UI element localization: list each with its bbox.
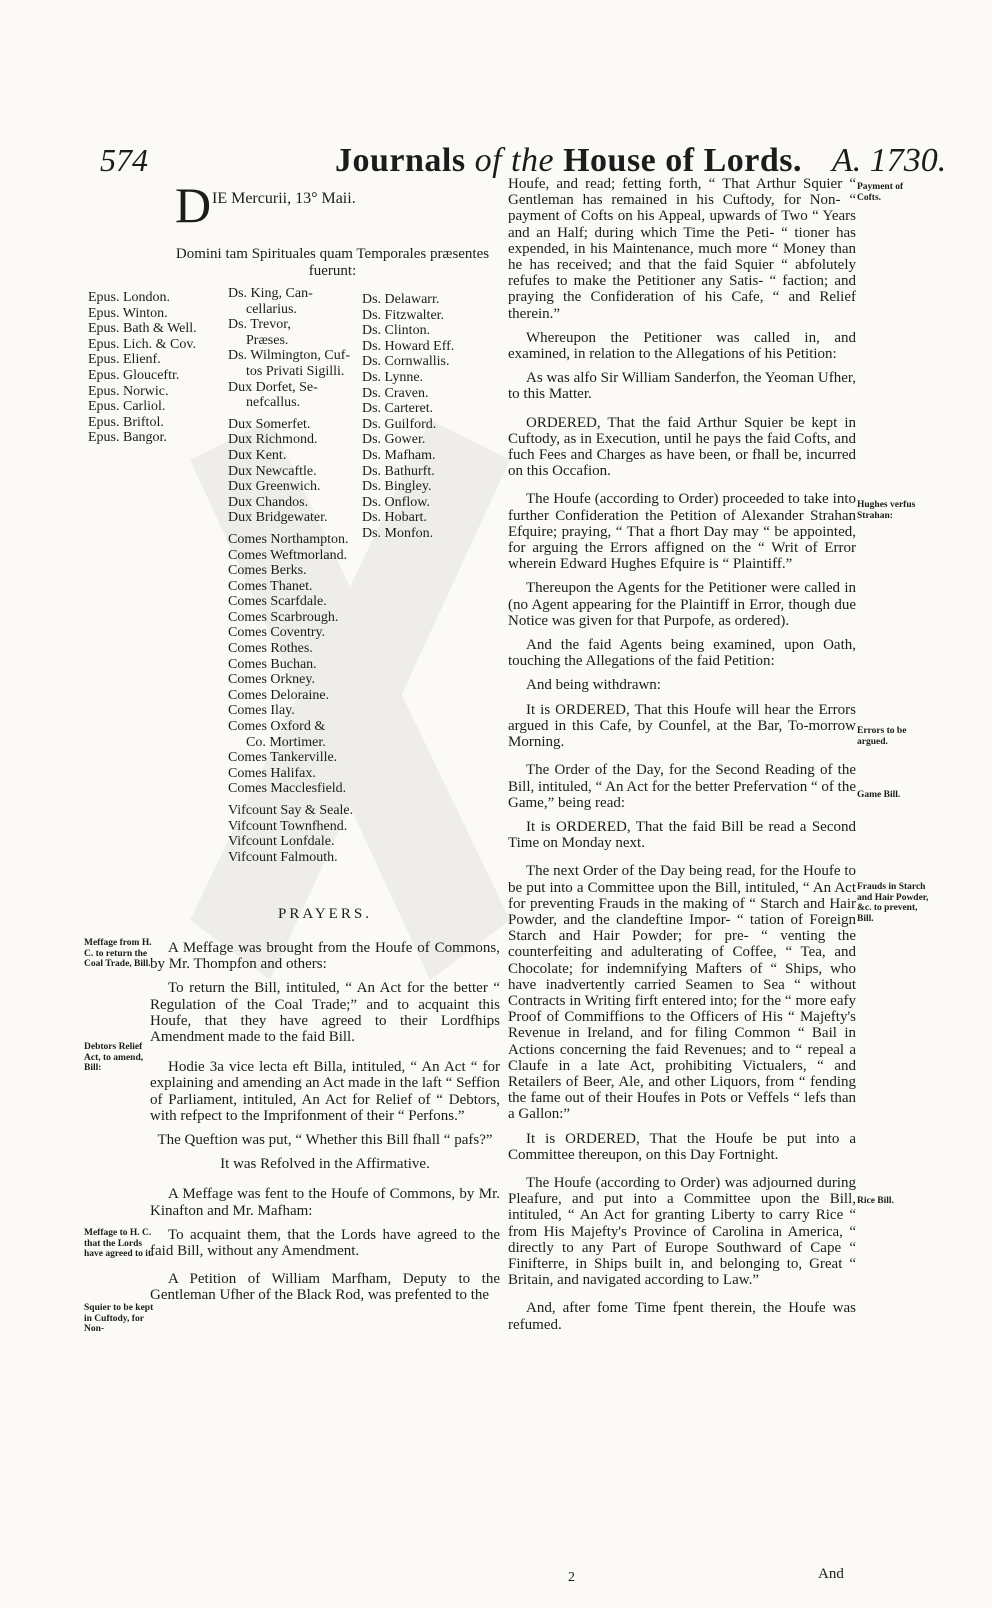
attendee-name: Ds. Cornwallis. [362,354,450,370]
attendee-name: Comes Buchan. [228,656,317,672]
attendee-name: Comes Thanet. [228,578,313,594]
running-head [335,142,802,180]
attendee-name: Vifcount Townfhend. [228,818,348,834]
attendee-name: Vifcount Say & Seale. [228,803,354,818]
paragraph: Whereupon the Petitioner was called in, and examined, in relation to the Allegations of his Petition: [508,329,856,363]
attendee-name: Epus. Winton. [88,305,168,321]
attendee-name: Ds. Guilford. [362,416,437,432]
attendee-name: Ds. Delawarr. [362,292,440,307]
paragraph: ORDERED, That the faid Arthur Squier be kept in Cuftody, as in Execution, until he pays the faid Cofts, and fuch Fees and Charges as have been, or fhall be, incurred on this Occafion. [508,414,856,480]
attendee-name: cellarius. [246,301,297,317]
attendee-name: Dux Bridgewater. [228,510,328,526]
attendee-name: Ds. Onflow. [362,494,430,510]
attendee-name: Ds. Bingley. [362,479,432,495]
attendee-name: Epus. Bath & Well. [88,321,197,337]
attendee-name: nefcallus. [246,395,301,411]
paragraph: As was alfo Sir William Sanderfon, the Yeoman Ufher, to this Matter. [508,370,856,403]
paragraph: The Queftion was put, “ Whether this Bill fhall “ pafs?” [157,1132,493,1149]
attendee-name: Comes Halifax. [228,765,316,781]
attendee-name: Ds. King, Can- [228,286,313,301]
paragraph: A Meffage was fent to the Houfe of Commons, by Mr. Kinafton and Mr. Mafham: [150,1186,500,1219]
attendee-name: Ds. Trevor, [228,317,291,333]
attendee-name: Dux Dorfet, Se- [228,379,318,395]
attendee-name: Ds. Craven. [362,385,429,401]
catchword: And [818,1566,844,1582]
attendee-name: Dux Chandos. [228,494,309,510]
attendee-name: Epus. Glouceftr. [88,367,180,383]
title-of: of [474,142,503,179]
paragraph: To acquaint them, that the Lords have agreed to the faid Bill, without any Amendment. [150,1226,500,1260]
margin-note-lords-agreed: Meffage to H. C. that the Lords have agreed to it. [84,1228,154,1259]
attendee-name: Vifcount Lonfdale. [228,834,335,850]
attendee-name: Epus. Carliol. [88,399,166,415]
attendee-name: Comes Macclesfield. [228,781,347,797]
attendee-name: Dux Newcaftle. [228,463,317,479]
attendee-name: Dux Somerfet. [228,416,311,432]
attendee-name: Comes Weftmorland. [228,547,348,563]
attendee-name: Epus. Elienf. [88,352,161,368]
paragraph: The Houfe (according to Order) was adjourned during Pleafure, and put into a Committee upon the Bill, intituled, “ An Act for granting Liberty to carry Rice “ from His Majefty's Province of Carolina in America, “ directly to any Part of Europe Southward of Cape “ Finifterre, in Ships built in, and belonging to, Great “ Britain, and navigated according to Law.” [508,1174,856,1289]
margin-note-squier: Squier to be kept in Cuftody, for Non- [84,1303,154,1334]
attendee-name: Comes Northampton. [228,531,349,547]
margin-note-costs: Payment of Cofts. [857,182,904,203]
paragraph: The Houfe (according to Order) proceeded to take into further Confideration the Petition of Alexander Strahan Efquire; praying, “ That a fhort Day may “ be appointed, for arguing the Errors affigned on the “ Writ of Error wherein Edward Hughes Efquire is “ Plaintiff.” [508,491,856,573]
attendee-name: Co. Mortimer. [246,734,326,750]
paragraph: A Petition of William Marfham, Deputy to the Gentleman Ufher of the Black Rod, was prefented to the [150,1271,500,1304]
paragraph: And the faid Agents being examined, upon Oath, touching the Allegations of the faid Petition: [508,637,856,670]
right-column-body [508,176,856,1341]
attendee-name: Ds. Howard Eff. [362,338,455,354]
margin-note-frauds: Frauds in Starch and Hair Powder, &c. to prevent, Bill. [857,882,929,924]
attendee-name: Comes Tankerville. [228,750,338,766]
attendee-name: Epus. Norwic. [88,383,169,399]
attendee-name: Comes Ilay. [228,703,295,719]
attendee-name: Epus. London. [88,290,171,305]
margin-note-coal-trade: Meffage from H. C. to return the Coal Trade, Bill. [84,938,152,969]
paragraph: Houfe, and read; fetting forth, “ That Arthur Squier “ Gentleman has remained in his Cuftody, for Non- “ payment of Cofts on his Appeal, upwards of Two “ Years and an Half; during which Time the Peti- “ tioner has expended, in his Maintenance, much more “ Money than he has received; and that the faid Squier “ abfolutely refufes to make the Petitioner any Satis- “ faction; and praying the Confideration of his Cafe, “ and Relief therein.” [508,176,856,322]
paragraph: And, after fome Time fpent therein, the Houfe was refumed. [508,1300,856,1333]
paragraph: The next Order of the Day being read, for the Houfe to be put into a Committee upon the Bill, intituled, “ An Act for preventing Frauds in the making of “ Starch and Hair Powder, and the clandeftine Impor- “ tation of Foreign Starch and Hair Powder; for pre- “ venting the counterfeiting and adulterating of Coffee, “ Tea, and Chocolate; for indemnifying Mafters of “ Ships, who have inadvertently carried Seamen to Sea “ without Contracts in Writing firft entered into; for the “ more eafy Proof of Commiffions to the Officers of His “ Majefty's Revenue in Ireland, and for filing Common “ Bail in Actions concerning the faid Revenues; and to “ repeal a Claufe in a late Act, prohibiting Victualers, “ and Retailers of Beer, Ale, and other Liquors, from “ fending the fame out of their Houfes in Pots or Veffels “ lefs than a Gallon:” [508,863,856,1123]
attendee-name: Comes Oxford & [228,719,326,735]
attendee-name: Dux Richmond. [228,432,318,448]
attendee-name: tos Privati Sigilli. [246,363,345,379]
title-the: the [511,142,555,179]
attendee-name: Comes Berks. [228,563,307,579]
attendee-name: Dux Kent. [228,447,287,463]
drop-cap: D [175,177,212,233]
attendee-name: Comes Coventry. [228,625,326,641]
attendee-name: Epus. Lich. & Cov. [88,336,196,352]
attendee-name: Vifcount Falmouth. [228,849,338,865]
attendee-name: Dux Greenwich. [228,479,321,495]
session-date: IE Mercurii, 13° Maii. [212,190,356,207]
attendee-name: Præses. [246,332,289,348]
attendee-name: Comes Scarbrough. [228,609,339,625]
margin-note-errors: Errors to be argued. [857,726,907,747]
margin-note-game: Game Bill. [857,790,901,800]
title-house-of-lords: House of Lords. [563,142,803,179]
attendee-name: Ds. Mafham. [362,447,436,463]
margin-note-hughes: Hughes verfus Strahan: [857,500,916,521]
attendee-name: Ds. Fitzwalter. [362,307,445,323]
attendance-heading: Domini tam Spirituales quam Temporales præsentes fuerunt: [175,246,490,279]
attendee-name: Ds. Clinton. [362,323,431,339]
paragraph: A Meffage was brought from the Houfe of Commons, by Mr. Thompfon and others: [150,940,500,973]
attendance-col-2 [228,286,353,865]
attendee-name: Ds. Lynne. [362,369,424,385]
margin-note-rice: Rice Bill. [857,1196,894,1206]
paragraph: Thereupon the Agents for the Petitioner were called in (no Agent appearing for the Plaintiff in Error, though due Notice was given for that Purpofe, as ordered). [508,580,856,629]
attendee-name: Comes Deloraine. [228,687,330,703]
paragraph: And being withdrawn: [526,677,661,694]
attendee-name: Ds. Monfon. [362,525,434,541]
title-journals: Journals [335,142,466,179]
attendee-name: Ds. Hobart. [362,510,427,526]
margin-note-debtors: Debtors Relief Act, to amend, Bill: [84,1042,144,1073]
attendee-name: Ds. Carteret. [362,401,434,417]
paragraph: Hodie 3a vice lecta eft Billa, intituled, “ An Act “ for explaining and amending an Act made in the laft “ Seffion of Parliament, intituled, An Act for Relief of “ Debtors, with refpect to the Imprifonment of their “ Perfons.” [150,1059,500,1124]
paragraph: It was Refolved in the Affirmative. [220,1156,430,1173]
paragraph: It is ORDERED, That the faid Bill be read a Second Time on Monday next. [508,818,856,852]
attendee-name: Ds. Bathurft. [362,463,435,479]
attendance-col-1 [88,290,197,446]
paragraph: To return the Bill, intituled, “ An Act for the better “ Regulation of the Coal Trade;” and to acquaint this Houfe, that they have agreed to their Lordfhips Amendment made to the faid Bill. [150,980,500,1046]
paragraph: The Order of the Day, for the Second Reading of the Bill, intituled, “ An Act for the better Prefervation “ of the Game,” being read: [508,762,856,811]
page-number: 574 [100,142,148,178]
attendee-name: Ds. Gower. [362,432,426,448]
paragraph: It is ORDERED, That this Houfe will hear the Errors argued in this Cafe, by Counfel, at the Bar, To-morrow Morning. [508,701,856,751]
attendee-name: Epus. Bangor. [88,430,167,446]
paragraph: It is ORDERED, That the Houfe be put into a Committee thereupon, on this Day Fortnight. [508,1130,856,1163]
attendee-name: Ds. Wilmington, Cuf- [228,348,351,364]
prayers-heading: PRAYERS. [278,906,372,922]
left-column-body [150,940,500,1312]
attendance-col-3 [362,292,454,542]
attendee-name: Comes Scarfdale. [228,594,327,610]
year: A. 1730. [832,142,947,179]
attendee-name: Comes Rothes. [228,641,313,657]
attendee-name: Epus. Briftol. [88,414,164,430]
attendee-name: Comes Orkney. [228,672,315,688]
signature-mark: 2 [568,1570,575,1585]
